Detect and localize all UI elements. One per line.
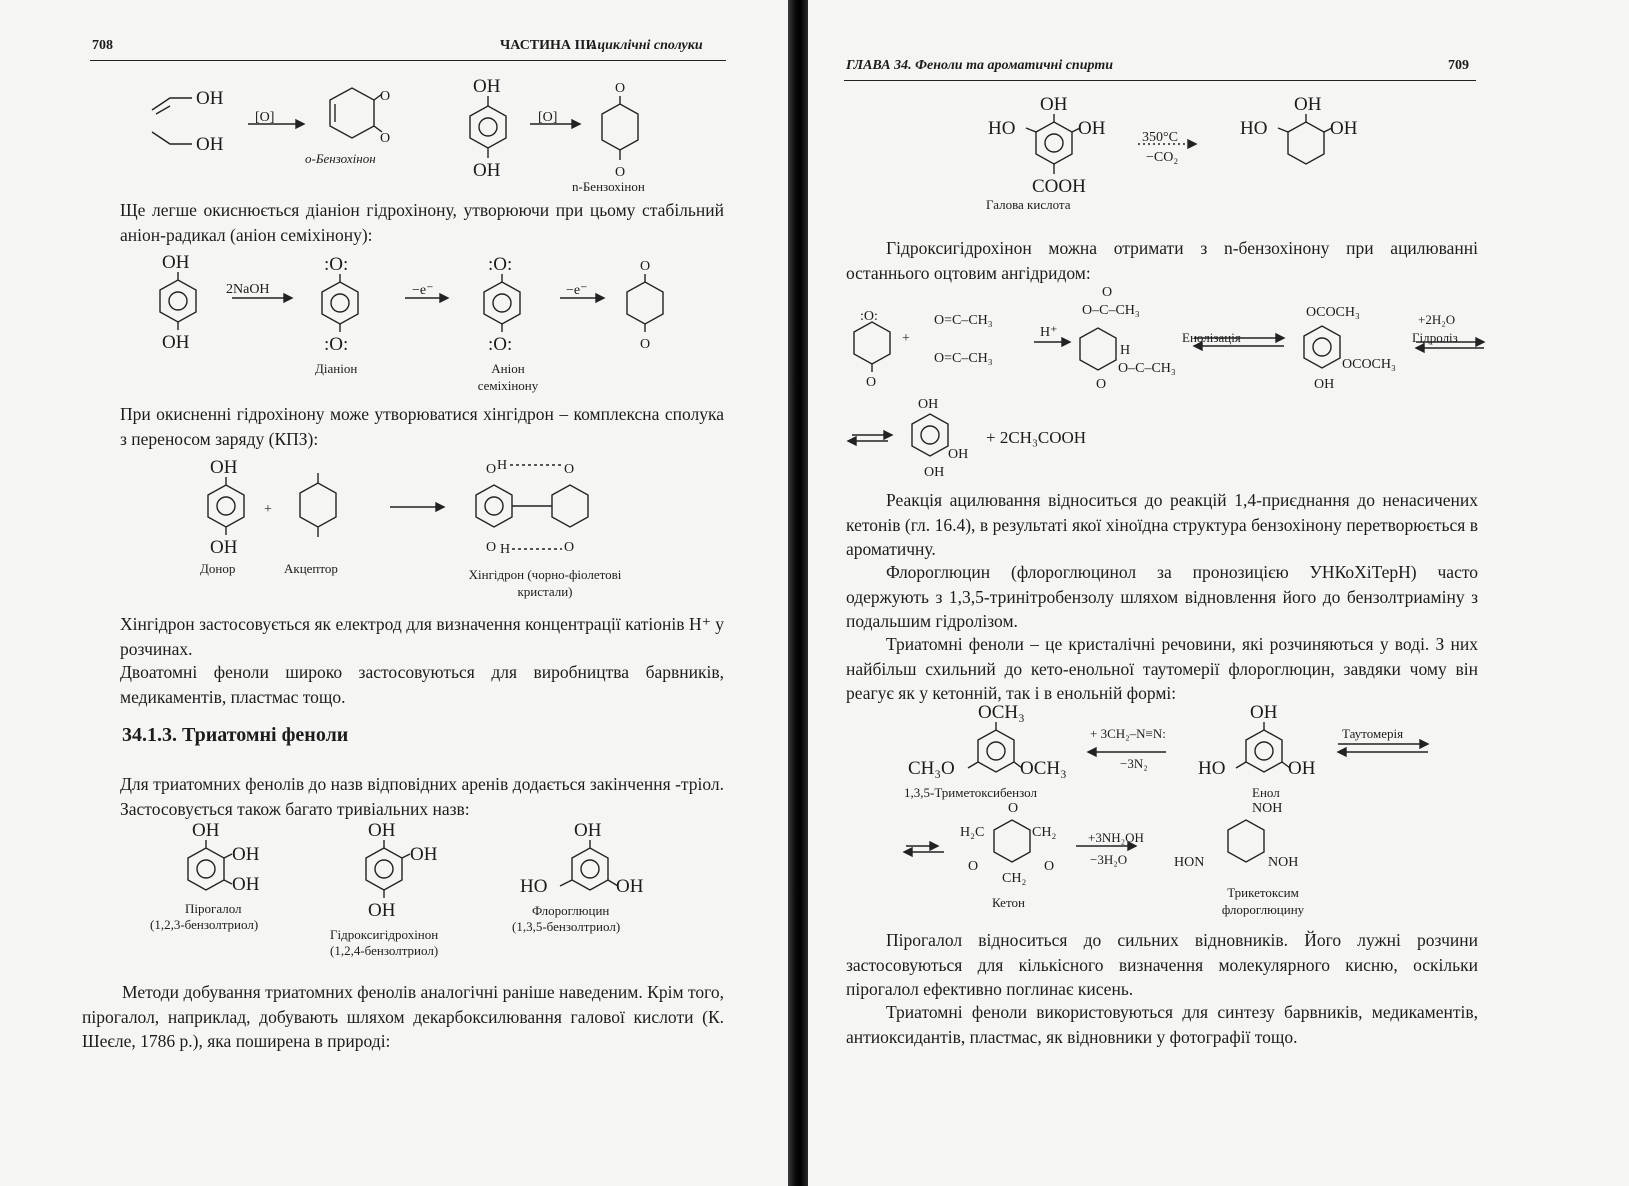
catechol-bond — [152, 98, 192, 110]
svg-text::O:: :O: — [860, 309, 878, 324]
svg-text:OH: OH — [574, 820, 602, 841]
o-benzoquinone-ring — [330, 88, 374, 138]
svg-text:HO: HO — [1198, 758, 1226, 779]
svg-text:OH: OH — [1040, 94, 1068, 115]
svg-text:O: O — [380, 89, 391, 104]
svg-text:O: O — [564, 540, 575, 555]
arrow-diazomethane-bottom: −3N₂ — [1120, 756, 1148, 771]
paragraph-2: При окисненні гідрохінону може утворюватися хінгідрон – комплексна сполука з переносом заряду (КПЗ): — [120, 404, 724, 449]
caption-gallic-acid: Галова кислота — [986, 197, 1071, 212]
paragraph-1: Ще легше окиснюється діаніон гідрохінону, утворюючи при цьому стабільний аніон-радикал (аніон семіхінону): — [120, 200, 724, 245]
section-heading: 34.1.3. Триатомні феноли — [122, 724, 349, 746]
arrow-ox2-label: [O] — [538, 110, 558, 125]
arrow-hydroxylamine-top: +3NH₂OH — [1088, 830, 1144, 845]
left-header-rule — [90, 60, 726, 61]
svg-text:NOH: NOH — [1252, 801, 1283, 816]
svg-text:OH: OH — [210, 457, 238, 478]
svg-text:O: O — [866, 375, 877, 390]
svg-text:OH: OH — [410, 844, 438, 865]
svg-text:HO: HO — [520, 876, 548, 897]
svg-text:OH: OH — [1078, 118, 1106, 139]
p-benzoquinone-ring — [602, 104, 638, 150]
arrow-decarb-bottom: −CO₂ — [1146, 150, 1179, 165]
caption-hydroxyquinol-iupac: (1,2,4-бензолтриол) — [330, 943, 439, 958]
svg-text:H: H — [1120, 343, 1131, 358]
caption-acceptor: Акцептор — [284, 561, 338, 576]
arrow-hydroxylamine-bottom: −3H₂O — [1090, 852, 1128, 867]
right-header-title: ГЛАВА 34. Феноли та ароматичні спирти — [846, 58, 1113, 73]
scheme-oxidation — [140, 70, 700, 195]
svg-text:+: + — [264, 502, 272, 517]
svg-text:NOH: NOH — [1268, 855, 1299, 870]
svg-text:O: O — [564, 462, 575, 477]
paragraph-3: Хінгідрон застосовується як електрод для визначення концентрації катіонів Н⁺ у розчинах. — [120, 614, 724, 659]
left-page-number: 708 — [92, 38, 113, 53]
svg-text:O: O — [380, 131, 391, 146]
svg-text:OH: OH — [232, 844, 260, 865]
left-header-part: ЧАСТИНА ІІІ. — [500, 38, 595, 53]
svg-text:OH: OH — [368, 820, 396, 841]
caption-o-benzoquinone: o-Бензохінон — [305, 151, 376, 166]
svg-text:H⁺: H⁺ — [1040, 325, 1058, 340]
caption-trioxime: Трикетоксим флороглюцину — [1221, 885, 1305, 917]
right-header-rule — [844, 80, 1476, 81]
svg-text::O:: :O: — [488, 334, 513, 355]
svg-text:O: O — [486, 462, 497, 477]
caption-anion-semiquinone: Аніон семіхінону — [477, 361, 539, 393]
svg-text::O:: :O: — [324, 334, 349, 355]
arrow-diazomethane-top: + 3CH₂–N≡N: — [1090, 726, 1166, 741]
right-page — [808, 0, 1629, 1186]
caption-quinhydrone: Хінгідрон (чорно-фіолетові кристали) — [468, 567, 622, 599]
svg-text:OH: OH — [918, 397, 939, 412]
svg-text:OH: OH — [1314, 377, 1335, 392]
paragraph-5: Для триатомних фенолів до назв відповідних аренів додається закінчення -тріол. Застосовується також багато тривіальних назв: — [120, 774, 724, 819]
scheme-acylation — [844, 280, 1484, 480]
svg-text:OH: OH — [368, 900, 396, 921]
paragraph-4: Двоатомні феноли широко застосовуються для виробництва барвників, медикаментів, пластмас тощо. — [120, 662, 724, 707]
svg-text:OH: OH — [196, 134, 224, 155]
svg-text:O–C–CH₃: O–C–CH₃ — [1118, 361, 1176, 376]
svg-text:H: H — [497, 458, 508, 473]
arrow-ox1-label: [O] — [255, 110, 275, 125]
svg-text:O=C–CH₃: O=C–CH₃ — [934, 351, 993, 366]
svg-text:OCOCH₃: OCOCH₃ — [1342, 357, 1396, 372]
svg-text:O: O — [615, 81, 626, 96]
svg-text::O:: :O: — [324, 254, 349, 275]
right-paragraph-2: Реакція ацилювання відноситься до реакцій 1,4-приєднання до ненасичених кетонів (гл. 16.4), в результаті якої хіноїдна структура бензохінону перетворюється в ароматичну. — [846, 490, 1478, 559]
svg-text:OH: OH — [232, 874, 260, 895]
svg-text:OH: OH — [473, 76, 501, 97]
caption-pyrogallol: Пірогалол — [185, 901, 242, 916]
right-paragraph-5: Пірогалол відноситься до сильних відновників. Його лужні розчини застосовуються для кількісного визначення молекулярного кисню, оскільки пірогалол ефективно поглинає кисень. — [846, 930, 1478, 999]
caption-ketone: Кетон — [992, 895, 1025, 910]
svg-text:CH₂: CH₂ — [1002, 871, 1027, 886]
svg-text:O: O — [1044, 859, 1055, 874]
svg-text:O: O — [968, 859, 979, 874]
caption-dianion: Діаніон — [315, 361, 358, 376]
svg-text:OCOCH₃: OCOCH₃ — [1306, 305, 1360, 320]
svg-text:HO: HO — [988, 118, 1016, 139]
arrow-enolization: Енолізація — [1182, 330, 1241, 345]
right-paragraph-3: Флороглюцин (флороглюцинол за пронозицією УНКоХіТерН) часто одержують з 1,3,5-тринітробензолу шляхом відновлення його до бензолтриаміну з подальшим гідролізом. — [846, 562, 1478, 631]
left-header-title: Ациклічні сполуки — [588, 38, 703, 53]
svg-text:CH₂: CH₂ — [1032, 825, 1057, 840]
hydroquinone-ring — [470, 106, 506, 148]
right-paragraph-4: Триатомні феноли – це кристалічні речовини, які розчиняються у воді. З них найбільш схильний до кето-енольної таутомерії флороглюцин, завдяки чому він реагує як у кетонній, так і в енольній формі: — [846, 634, 1478, 703]
left-page — [0, 0, 790, 1186]
svg-text:H₂C: H₂C — [960, 825, 985, 840]
product-acetic-acid: + 2CH₃COOH — [986, 428, 1087, 447]
arrow-hydrolysis-top: +2H₂O — [1418, 312, 1456, 327]
svg-text:O: O — [1008, 801, 1019, 816]
svg-text:OH: OH — [1288, 758, 1316, 779]
paragraph-6: Методи добування триатомних фенолів аналогічні раніше наведеним. Крім того, пірогалол, наприклад, добувають шляхом декарбоксилювання галової кислоти (К. Шеєле, 1786 р.), яка поширена в природі: — [82, 982, 724, 1051]
svg-text:H: H — [500, 542, 511, 557]
svg-text:O: O — [640, 259, 651, 274]
scheme-quinhydrone — [190, 455, 650, 565]
svg-text:O: O — [640, 337, 651, 352]
caption-phloroglucinol: Флороглюцин — [532, 903, 610, 918]
svg-text:OH: OH — [948, 447, 969, 462]
svg-text:OH: OH — [616, 876, 644, 897]
svg-text:OH: OH — [162, 332, 190, 353]
svg-text:OH: OH — [473, 160, 501, 181]
svg-text:O–C–CH₃: O–C–CH₃ — [1082, 303, 1140, 318]
svg-text:OH: OH — [1294, 94, 1322, 115]
svg-text:OH: OH — [192, 820, 220, 841]
svg-text:O: O — [615, 165, 626, 180]
svg-text:OH: OH — [1330, 118, 1358, 139]
svg-text:OH: OH — [162, 252, 190, 273]
svg-text:O=C–CH₃: O=C–CH₃ — [934, 313, 993, 328]
arrow-e1-label: −e⁻ — [412, 283, 434, 298]
right-page-number: 709 — [1448, 58, 1469, 73]
arrow-tautomerism: Таутомерія — [1342, 726, 1404, 741]
svg-text:OH: OH — [1250, 702, 1278, 723]
svg-text:HO: HO — [1240, 118, 1268, 139]
svg-text::O:: :O: — [488, 254, 513, 275]
right-paragraph-1: Гідроксигідрохінон можна отримати з n-бензохінону при ацилюванні останнього оцтовим ангідридом: — [846, 238, 1478, 283]
svg-text:OH: OH — [196, 88, 224, 109]
arrow-e2-label: −e⁻ — [566, 283, 588, 298]
svg-text:OCH₃: OCH₃ — [1020, 758, 1067, 779]
svg-text:O: O — [1102, 285, 1113, 300]
caption-pyrogallol-iupac: (1,2,3-бензолтриол) — [150, 917, 259, 932]
right-paragraph-6: Триатомні феноли використовуються для синтезу барвників, медикаментів, антиоксидантів, пластмас, як відновники у фотографії тощо. — [846, 1002, 1478, 1047]
caption-trimethoxybenzene: 1,3,5-Триметоксибензол — [904, 785, 1038, 800]
arrow-decarb-top: 350°C — [1142, 130, 1178, 145]
caption-donor: Донор — [200, 561, 236, 576]
book-spine — [788, 0, 808, 1186]
caption-hydroxyquinol: Гідроксигідрохінон — [330, 927, 439, 942]
caption-enol: Енол — [1252, 785, 1280, 800]
svg-text:OCH₃: OCH₃ — [978, 702, 1025, 723]
caption-phloroglucinol-iupac: (1,3,5-бензолтриол) — [512, 919, 621, 934]
arrow-naoh-label: 2NaOH — [226, 282, 270, 297]
svg-text:HON: HON — [1174, 855, 1205, 870]
svg-text:O: O — [486, 540, 497, 555]
arrow-hydrolysis-bottom: Гідроліз — [1412, 330, 1458, 345]
svg-text:OH: OH — [210, 537, 238, 558]
svg-text:+: + — [902, 331, 910, 346]
svg-text:O: O — [1096, 377, 1107, 392]
svg-text:OH: OH — [924, 465, 945, 480]
svg-text:CH₃O: CH₃O — [908, 758, 955, 779]
scheme-semiquinone — [140, 250, 700, 370]
caption-p-benzoquinone: n-Бензохінон — [572, 179, 645, 194]
svg-text:COOH: COOH — [1032, 176, 1086, 197]
